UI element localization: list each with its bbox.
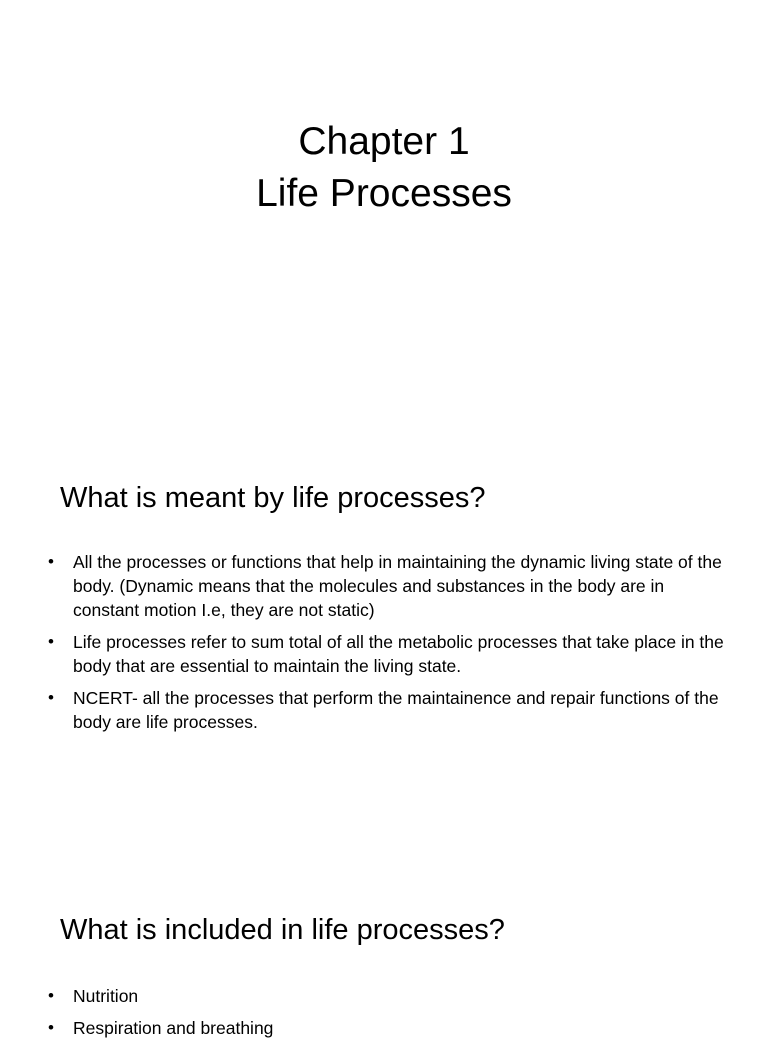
inclusion-heading: What is included in life processes? (60, 914, 505, 946)
bullet-text: Life processes refer to sum total of all the metabolic processes that take place in the body that are essential to maintain the living state. (73, 632, 724, 676)
bullet-text: Nutrition (73, 986, 139, 1006)
bullet-icon: • (48, 688, 54, 707)
bullet-icon: • (48, 632, 54, 651)
definition-bullet (48, 550, 728, 622)
title-slide (0, 0, 768, 440)
inclusion-slide (0, 880, 768, 1038)
bullet-icon: • (48, 986, 54, 1005)
bullet-text: All the processes or functions that help in maintaining the dynamic living state of the body. (Dynamic means that the molecules and substances in the body are in constant motion I.e, they are not static) (73, 552, 722, 620)
bullet-icon: • (48, 1018, 54, 1037)
definition-slide (0, 440, 768, 880)
bullet-text: NCERT- all the processes that perform the maintainence and repair functions of the body are life processes. (73, 688, 719, 732)
bullet-icon: • (48, 552, 54, 571)
definition-bullet (48, 630, 728, 678)
definition-bullet (48, 686, 728, 734)
inclusion-bullet (48, 1016, 728, 1040)
definition-bullet-list (48, 550, 728, 742)
bullet-text: Respiration and breathing (73, 1018, 274, 1038)
chapter-number: Chapter 1 (298, 120, 470, 163)
inclusion-bullet-list (48, 984, 728, 1048)
title-block (0, 116, 768, 220)
definition-heading: What is meant by life processes? (60, 482, 486, 514)
chapter-title: Life Processes (256, 172, 512, 215)
inclusion-bullet (48, 984, 728, 1008)
